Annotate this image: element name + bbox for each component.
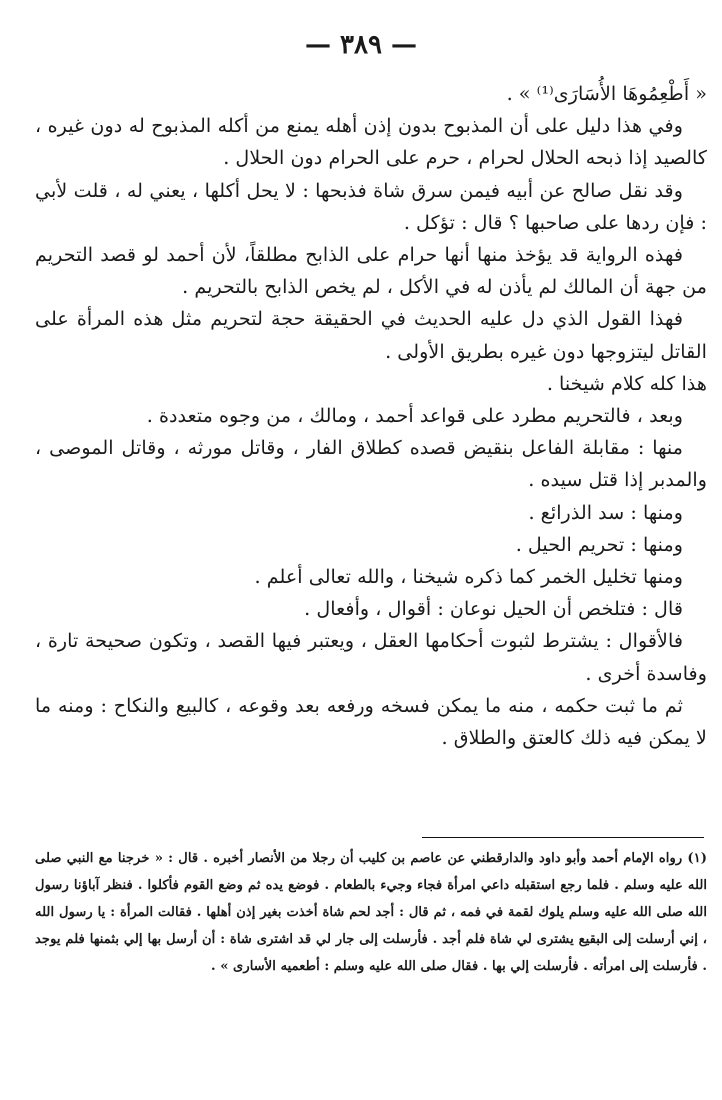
paragraph: « أَطْعِمُوهَا الأُسَارَى⁽¹⁾ » . bbox=[506, 82, 707, 105]
footnote-divider bbox=[422, 837, 704, 838]
paragraph: فهذا القول الذي دل عليه الحديث في الحقيقة حجة لتحريم مثل هذه المرأة على القاتل ليتزوجها دون غيره بطريق الأولى . bbox=[35, 307, 707, 363]
paragraph: هذا كله كلام شيخنا . bbox=[546, 371, 707, 395]
paragraph: ومنها تخليل الخمر كما ذكره شيخنا ، والله تعالى أعلم . bbox=[254, 565, 683, 589]
main-text bbox=[35, 78, 707, 754]
paragraph: فالأقوال : يشترط لثبوت أحكامها العقل ، ويعتبر فيها القصد ، وتكون صحيحة تارة ، وفاسدة أخرى . bbox=[35, 629, 707, 685]
footnote bbox=[35, 845, 707, 980]
paragraph: منها : مقابلة الفاعل بنقيض قصده كطلاق الفار ، وقاتل مورثه ، وقاتل الموصى ، والمدبر إذا قتل سيده . bbox=[35, 436, 707, 492]
paragraph: وفي هذا دليل على أن المذبوح بدون إذن أهله يمنع من أكله المذبوح له دون غيره ، كالصيد إذا ذبحه الحلال لحرام ، حرم على الحرام دون الحلال . bbox=[35, 114, 707, 170]
paragraph: فهذه الرواية قد يؤخذ منها أنها حرام على الذابح مطلقاً، لأن أحمد لو قصد التحريم من جهة أن المالك لم يأذن له في الأكل ، لم يخص الذابح بالتحريم . bbox=[35, 243, 707, 299]
paragraph: ومنها : سد الذرائع . bbox=[528, 500, 683, 524]
page-number: — ٣٨٩ — bbox=[304, 30, 418, 60]
paragraph: وقد نقل صالح عن أبيه فيمن سرق شاة فذبحها : لا يحل أكلها ، يعني له ، قلت لأبي : فإن ردها على صاحبها ؟ قال : تؤكل . bbox=[35, 178, 707, 234]
footnote-text: (١) رواه الإمام أحمد وأبو داود والدارقطني عن عاصم بن كليب أن رجلا من الأنصار أخبره . قال : « خرجنا مع النبي صلى الله عليه وسلم . فلما رجع استقبله داعي امرأة فجاء وجيء بالطعام . فوضع يده ثم وضع القوم فأكلوا . فنظر آباؤنا رسول الله صلى الله عليه وسلم يلوك لقمة في فمه ، ثم قال : أجد لحم شاة أخذت بغير إذن أهلها . فقالت المرأة : يا رسول الله ، إني أرسلت إلى البقيع يشترى لي شاة فلم أجد . فأرسلت إلى جار لي قد اشترى شاة : أن أرسل بها إلي بثمنها فلم يوجد . فأرسلت إلى امرأته . فأرسلت إلي بها . فقال صلى الله عليه وسلم : أطعميه الأسارى » . bbox=[35, 851, 707, 974]
paragraph: ثم ما ثبت حكمه ، منه ما يمكن فسخه ورفعه بعد وقوعه ، كالبيع والنكاح : ومنه ما لا يمكن فيه ذلك كالعتق والطلاق . bbox=[35, 693, 707, 750]
paragraph: قال : فتلخص أن الحيل نوعان : أقوال ، وأفعال . bbox=[304, 597, 683, 621]
paragraph: وبعد ، فالتحريم مطرد على قواعد أحمد ، ومالك ، من وجوه متعددة . bbox=[146, 404, 683, 428]
paragraph: ومنها : تحريم الحيل . bbox=[515, 532, 683, 556]
